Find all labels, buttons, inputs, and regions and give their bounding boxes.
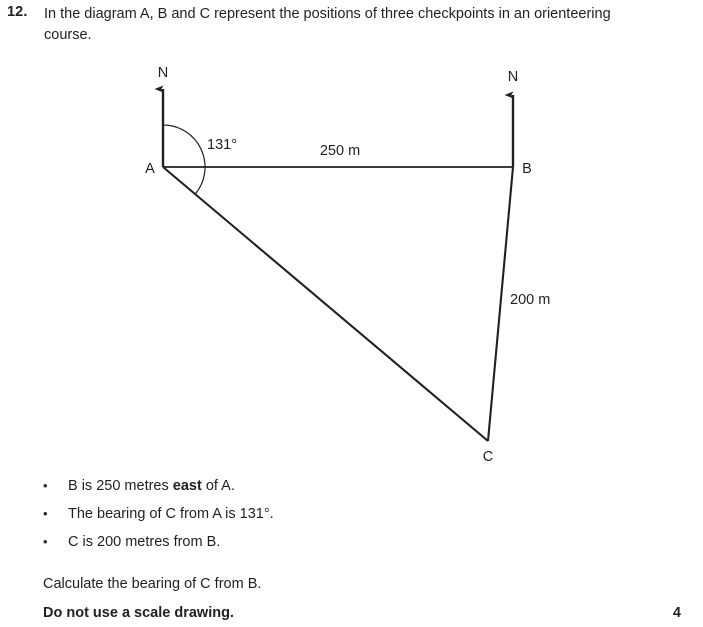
no-scale-drawing-instruction: Do not use a scale drawing. <box>43 605 234 621</box>
label-point-c: C <box>482 449 494 465</box>
marks-allocation: 4 <box>672 605 681 621</box>
list-item <box>0 500 703 528</box>
list-item-text <box>68 472 235 500</box>
label-north-a: N <box>157 65 169 81</box>
calculate-instruction: Calculate the bearing of C from B. <box>43 576 262 592</box>
list-item-text-emphasis: east <box>172 478 202 494</box>
list-item-text <box>68 528 220 556</box>
segment-ac <box>163 167 488 441</box>
list-item <box>0 472 703 500</box>
label-length-bc: 200 m <box>510 292 551 308</box>
question-stem: In the diagram A, B and C represent the positions of three checkpoints in an orienteering course. <box>44 6 611 43</box>
bearings-diagram <box>0 55 703 470</box>
bullet-icon: • <box>43 478 48 493</box>
label-angle-a: 131° <box>207 137 237 153</box>
label-point-b: B <box>522 161 532 177</box>
list-item-text-pre: B is 250 metres <box>68 478 173 494</box>
list-item-text-pre: C is 200 metres from B. <box>68 534 221 550</box>
list-item <box>0 528 703 556</box>
list-item-text-post: of A. <box>201 478 235 494</box>
question-number: 12. <box>7 4 28 20</box>
label-length-ab: 250 m <box>319 143 361 159</box>
label-north-b: N <box>507 69 519 85</box>
list-item-text-pre: The bearing of C from A is 131°. <box>68 506 274 522</box>
label-point-a: A <box>145 161 155 177</box>
given-facts-list <box>0 472 703 556</box>
list-item-text <box>68 500 274 528</box>
bullet-icon: • <box>43 534 48 549</box>
bullet-icon: • <box>43 506 48 521</box>
diagram-svg <box>0 55 703 470</box>
